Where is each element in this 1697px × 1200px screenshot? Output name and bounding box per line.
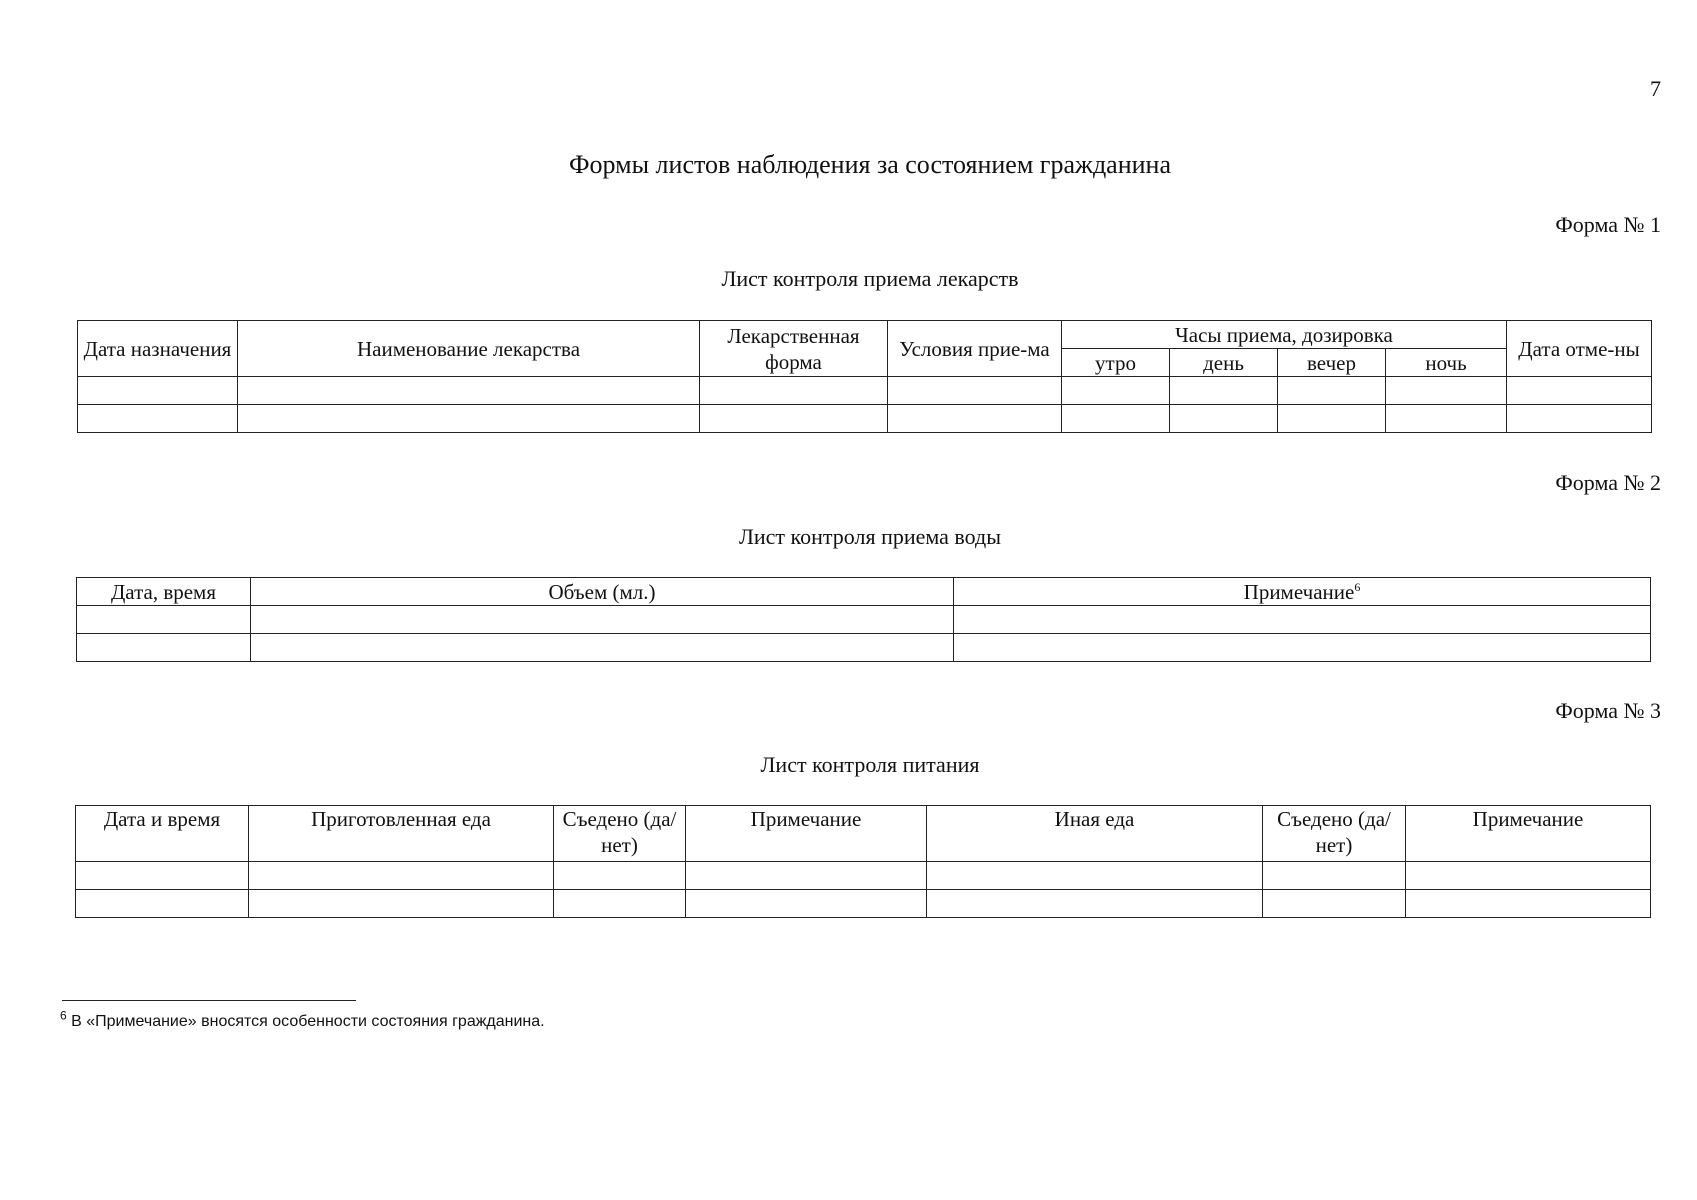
empty-cell (686, 862, 927, 890)
nutrition-control-table (75, 805, 1651, 918)
empty-cell (1507, 377, 1652, 405)
form1-label: Форма № 1 (1555, 212, 1661, 237)
empty-cell (1507, 405, 1652, 433)
table-row (76, 890, 1651, 918)
empty-cell (1263, 890, 1406, 918)
header-eaten-other: Съедено (да/нет) (1263, 806, 1406, 862)
header-hours-dosage: Часы приема, дозировка (1062, 321, 1507, 349)
empty-cell (251, 606, 954, 634)
header-date-and-time: Дата и время (76, 806, 249, 862)
header-other-food: Иная еда (927, 806, 1263, 862)
header-morning: утро (1062, 349, 1170, 377)
empty-cell (251, 634, 954, 662)
medication-control-table (77, 320, 1652, 433)
empty-cell (954, 606, 1651, 634)
empty-cell (1406, 862, 1651, 890)
empty-cell (1406, 890, 1651, 918)
table-row (78, 405, 1652, 433)
header-dosage-form: Лекарственная форма (700, 321, 888, 377)
empty-cell (76, 862, 249, 890)
empty-cell (1263, 862, 1406, 890)
header-note-label: Примечание (1243, 579, 1355, 604)
page-title: Формы листов наблюдения за состоянием гражданина (568, 150, 1172, 179)
header-eaten-cooked: Съедено (да/нет) (554, 806, 686, 862)
footnote-text: В «Примечание» вносятся особенности состояния гражданина. (71, 1013, 545, 1030)
header-day: день (1170, 349, 1278, 377)
form2-title: Лист контроля приема воды (738, 524, 1002, 549)
header-note-other: Примечание (1406, 806, 1651, 862)
table-row (77, 606, 1651, 634)
empty-cell (927, 862, 1263, 890)
page-number: 7 (1650, 76, 1661, 101)
empty-cell (1062, 377, 1170, 405)
form3-label: Форма № 3 (1555, 698, 1661, 723)
empty-cell (700, 377, 888, 405)
empty-cell (1170, 377, 1278, 405)
empty-cell (927, 890, 1263, 918)
empty-cell (686, 890, 927, 918)
empty-cell (554, 890, 686, 918)
water-control-table (76, 577, 1651, 662)
footnote-divider (62, 1000, 356, 1001)
empty-cell (77, 606, 251, 634)
form2-label: Форма № 2 (1555, 470, 1661, 495)
empty-cell (554, 862, 686, 890)
form1-title: Лист контроля приема лекарств (721, 266, 1019, 291)
empty-cell (1278, 377, 1386, 405)
header-night: ночь (1386, 349, 1507, 377)
empty-cell (1062, 405, 1170, 433)
table-row (77, 634, 1651, 662)
header-medicine-name: Наименование лекарства (238, 321, 700, 377)
header-cooked-food: Приготовленная еда (249, 806, 554, 862)
empty-cell (1278, 405, 1386, 433)
header-note-cooked: Примечание (686, 806, 927, 862)
empty-cell (78, 377, 238, 405)
empty-cell (238, 405, 700, 433)
header-date-assigned: Дата назначения (78, 321, 238, 377)
empty-cell (700, 405, 888, 433)
empty-cell (1386, 377, 1507, 405)
empty-cell (77, 634, 251, 662)
table-row (76, 862, 1651, 890)
empty-cell (238, 377, 700, 405)
empty-cell (249, 890, 554, 918)
header-conditions: Условия прие-ма (888, 321, 1062, 377)
empty-cell (76, 890, 249, 918)
empty-cell (954, 634, 1651, 662)
form3-title: Лист контроля питания (760, 752, 980, 777)
header-evening: вечер (1278, 349, 1386, 377)
header-volume: Объем (мл.) (251, 578, 954, 606)
header-note (954, 578, 1651, 606)
empty-cell (249, 862, 554, 890)
empty-cell (888, 405, 1062, 433)
footnote-marker: 6 (60, 1008, 67, 1023)
header-cancel-date: Дата отме-ны (1507, 321, 1652, 377)
empty-cell (1170, 405, 1278, 433)
empty-cell (888, 377, 1062, 405)
empty-cell (78, 405, 238, 433)
footnote-ref: 6 (1354, 579, 1361, 594)
header-date-time: Дата, время (77, 578, 251, 606)
footnote (60, 1008, 545, 1031)
table-row (78, 377, 1652, 405)
empty-cell (1386, 405, 1507, 433)
